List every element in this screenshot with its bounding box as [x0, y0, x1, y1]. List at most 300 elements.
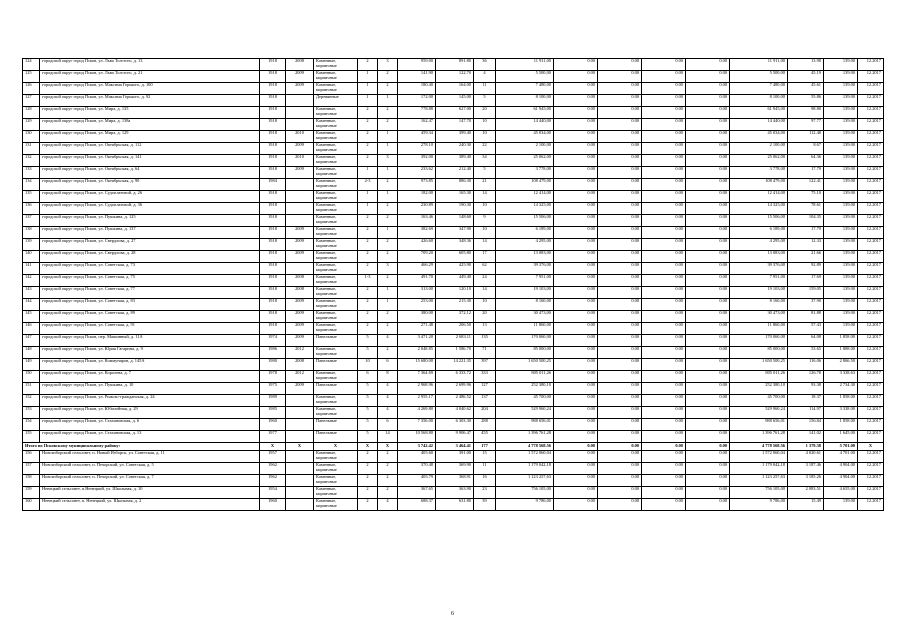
cell-entrances: 6: [378, 419, 398, 431]
cell-total-cost: 8 160,00: [496, 299, 554, 311]
cell-wall-material: Панельные: [314, 419, 358, 431]
cell-fund-cost: 0.00: [554, 203, 598, 215]
cell-other-cost: 39 376,00: [730, 263, 788, 275]
table-row: [23, 383, 884, 395]
cell-cost-per-sqm: 112.48: [788, 131, 824, 143]
cell-total-cost: 11 860,00: [496, 323, 554, 335]
cell-living-area: 627.00: [436, 107, 474, 119]
cell-cost-per-sqm: 64.36: [788, 155, 824, 167]
cell-address: городской округ город Псков, ул. Пушкина, д. 137: [40, 227, 260, 239]
cell-entrances: 1: [378, 143, 398, 155]
cell-limit-cost-per-sqm: 1 858.00: [824, 419, 858, 431]
cell-cost-per-sqm: 45.61: [788, 83, 824, 95]
cell-wall-material: Каменные, кирпичные: [314, 191, 358, 203]
cell-owners-cost: 0.00: [686, 475, 730, 487]
cell-residents: 17: [474, 251, 496, 263]
cell-fund-cost: 0.00: [554, 371, 598, 383]
cell-address: городской округ город Псков, пер. Машинный, д. 11А: [40, 335, 260, 347]
cell-fund-cost: 0.00: [554, 299, 598, 311]
cell-deadline: 12.2017: [858, 383, 884, 395]
cell-total-area: 233.62: [398, 167, 436, 179]
cell-deadline: 12.2017: [858, 227, 884, 239]
cell-floors: 1: [358, 83, 378, 95]
cell-limit-cost-per-sqm: 139.00: [824, 107, 858, 119]
cell-region-cost: 0.00: [598, 239, 642, 251]
cell-fund-cost: 0.00: [554, 95, 598, 107]
cell-municipal-cost: 0.00: [642, 407, 686, 419]
cell-total-area: 367.65: [398, 487, 436, 499]
cell-address: городской округ город Псков, ул. Свердлова, д. 27: [40, 239, 260, 251]
cell-living-area: 389.40: [436, 155, 474, 167]
cell-entrances: 2: [378, 251, 398, 263]
cell-wall-material: Каменные, кирпичные: [314, 119, 358, 131]
cell-fund-cost: 0.00: [554, 191, 598, 203]
cell-entrances: 2: [378, 203, 398, 215]
total-cell: 3 464.41: [436, 443, 474, 451]
cell-row-number: 126: [23, 83, 40, 95]
cell-owners-cost: 0.00: [686, 263, 730, 275]
cell-address: городской округ город Псков, ул. Октябрьская, д. 141: [40, 155, 260, 167]
total-cell: 3 742.42: [398, 443, 436, 451]
cell-wall-material: Каменные, кирпичные: [314, 203, 358, 215]
cell-entrances: 3: [378, 59, 398, 71]
cell-floors: 5: [358, 419, 378, 431]
total-cell: 0.00: [686, 443, 730, 451]
cell-row-number: 147: [23, 335, 40, 347]
cell-region-cost: 0.00: [598, 191, 642, 203]
cell-year-renovated: 2009: [286, 251, 314, 263]
cell-deadline: 12.2017: [858, 487, 884, 499]
cell-deadline: 12.2017: [858, 191, 884, 203]
cell-limit-cost-per-sqm: 139.00: [824, 251, 858, 263]
cell-fund-cost: 0.00: [554, 155, 598, 167]
cell-region-cost: 0.00: [598, 323, 642, 335]
cell-row-number: 130: [23, 131, 40, 143]
cell-entrances: 4: [378, 383, 398, 395]
cell-address: городской округ город Псков, ул. Юрия Гагарина, д. 9: [40, 347, 260, 359]
cell-limit-cost-per-sqm: 139.00: [824, 311, 858, 323]
cell-fund-cost: 0.00: [554, 131, 598, 143]
cell-year-built: 1918: [260, 119, 286, 131]
cell-floors: 1: [358, 203, 378, 215]
cell-other-cost: 25 062,00: [730, 155, 788, 167]
cell-residents: 36: [474, 59, 496, 71]
cell-year-renovated: 2009: [286, 311, 314, 323]
cell-region-cost: 0.00: [598, 227, 642, 239]
cell-total-cost: 61 945,00: [496, 107, 554, 119]
table-body: [23, 59, 884, 511]
cell-year-built: 1918: [260, 59, 286, 71]
cell-year-renovated: [286, 487, 314, 499]
cell-floors: 2: [358, 239, 378, 251]
cell-limit-cost-per-sqm: 3 338.00: [824, 407, 858, 419]
cell-living-area: 9 906.47: [436, 431, 474, 443]
cell-total-area: 141.90: [398, 71, 436, 83]
cell-year-renovated: 2009: [286, 227, 314, 239]
cell-residents: 24: [474, 275, 496, 287]
cell-region-cost: 0.00: [598, 203, 642, 215]
cell-owners-cost: 0.00: [686, 407, 730, 419]
cell-year-renovated: [286, 419, 314, 431]
cell-municipal-cost: 0.00: [642, 71, 686, 83]
cell-residents: 135: [474, 335, 496, 347]
cell-other-cost: 15 506,00: [730, 215, 788, 227]
table-row: [23, 215, 884, 227]
cell-limit-cost-per-sqm: 1 858.00: [824, 395, 858, 407]
cell-wall-material: Каменные, кирпичные: [314, 83, 358, 95]
cell-municipal-cost: 0.00: [642, 275, 686, 287]
cell-entrances: 14: [378, 431, 398, 443]
cell-cost-per-sqm: 17.79: [788, 227, 824, 239]
cell-floors: 2: [358, 463, 378, 475]
cell-limit-cost-per-sqm: 1 888.00: [824, 347, 858, 359]
cell-living-area: 886.30: [436, 179, 474, 191]
cell-region-cost: 0.00: [598, 119, 642, 131]
cell-deadline: 12.2017: [858, 119, 884, 131]
cell-floors: 5: [358, 407, 378, 419]
cell-total-cost: 6 189,00: [496, 227, 554, 239]
cell-fund-cost: 0.00: [554, 275, 598, 287]
cell-limit-cost-per-sqm: 139.00: [824, 119, 858, 131]
cell-region-cost: 0.00: [598, 215, 642, 227]
cell-residents: 455: [474, 431, 496, 443]
cell-owners-cost: 0.00: [686, 119, 730, 131]
cell-other-cost: 1 650 500,25: [730, 359, 788, 371]
cell-region-cost: 0.00: [598, 71, 642, 83]
cell-floors: 2: [358, 299, 378, 311]
cell-residents: 127: [474, 383, 496, 395]
cell-total-cost: 15 506,00: [496, 215, 554, 227]
cell-address: городской округ город Псков, ул. Рижско-гражданская, д. 24: [40, 395, 260, 407]
cell-floors: 1: [358, 95, 378, 107]
cell-total-area: 370.48: [398, 463, 436, 475]
cell-total-cost: 4 295,00: [496, 239, 554, 251]
cell-floors: 2: [358, 59, 378, 71]
cell-year-built: 1986: [260, 347, 286, 359]
cell-cost-per-sqm: 114.97: [788, 407, 824, 419]
cell-total-cost: 1 572 060,04: [496, 451, 554, 463]
cell-deadline: 12.2017: [858, 239, 884, 251]
cell-total-area: 230.89: [398, 203, 436, 215]
cell-year-built: 1989: [260, 395, 286, 407]
cell-address: городской округ город Псков, ул. Октябрьская, д. 64: [40, 167, 260, 179]
cell-cost-per-sqm: 81.88: [788, 311, 824, 323]
cell-year-built: 1918: [260, 95, 286, 107]
cell-living-area: 2 486.52: [436, 395, 474, 407]
cell-owners-cost: 0.00: [686, 335, 730, 347]
cell-residents: 16: [474, 475, 496, 487]
cell-other-cost: 529 960,24: [730, 407, 788, 419]
cell-year-renovated: [286, 263, 314, 275]
cell-deadline: 12.2017: [858, 323, 884, 335]
cell-other-cost: 7 951,00: [730, 275, 788, 287]
total-cell: 177: [474, 443, 496, 451]
cell-total-cost: 9 786,00: [496, 499, 554, 511]
cell-deadline: 12.2017: [858, 275, 884, 287]
cell-year-renovated: 2008: [286, 59, 314, 71]
cell-total-area: 180.40: [398, 83, 436, 95]
cell-municipal-cost: 0.00: [642, 227, 686, 239]
cell-owners-cost: 0.00: [686, 463, 730, 475]
cell-municipal-cost: 0.00: [642, 143, 686, 155]
cell-fund-cost: 0.00: [554, 287, 598, 299]
cell-living-area: 2 699.96: [436, 383, 474, 395]
cell-living-area: 2 683.11: [436, 335, 474, 347]
cell-municipal-cost: 0.00: [642, 215, 686, 227]
cell-living-area: 631.80: [436, 499, 474, 511]
cell-residents: 11: [474, 463, 496, 475]
total-cell: 0.00: [554, 443, 598, 451]
cell-other-cost: 1 179 042,18: [730, 463, 788, 475]
cell-living-area: 164.00: [436, 83, 474, 95]
cell-fund-cost: 0.00: [554, 451, 598, 463]
cell-total-area: 491.70: [398, 275, 436, 287]
cell-municipal-cost: 0.00: [642, 359, 686, 371]
total-cell: X: [378, 443, 398, 451]
cell-entrances: 2: [378, 275, 398, 287]
cell-region-cost: 0.00: [598, 167, 642, 179]
cell-row-number: 155: [23, 431, 40, 443]
cell-row-number: 160: [23, 499, 40, 511]
cell-address: городской округ город Псков, ул. Судоплатовой, д. 26: [40, 191, 260, 203]
table-row: [23, 371, 884, 383]
cell-limit-cost-per-sqm: 139.00: [824, 227, 858, 239]
cell-floors: 2-3: [358, 179, 378, 191]
cell-address: городской округ город Псков, ул. Королева, д. 7: [40, 371, 260, 383]
cell-row-number: 143: [23, 287, 40, 299]
cell-region-cost: 0.00: [598, 371, 642, 383]
cell-municipal-cost: 0.00: [642, 167, 686, 179]
cell-row-number: 154: [23, 419, 40, 431]
cell-row-number: 136: [23, 203, 40, 215]
cell-region-cost: 0.00: [598, 311, 642, 323]
cell-limit-cost-per-sqm: 139.00: [824, 323, 858, 335]
cell-owners-cost: 0.00: [686, 347, 730, 359]
cell-row-number: 144: [23, 299, 40, 311]
cell-row-number: 140: [23, 251, 40, 263]
cell-fund-cost: 0.00: [554, 335, 598, 347]
cell-row-number: 133: [23, 167, 40, 179]
cell-municipal-cost: 0.00: [642, 475, 686, 487]
cell-row-number: 131: [23, 143, 40, 155]
cell-residents: 397: [474, 359, 496, 371]
cell-other-cost: 1 572 060,04: [730, 451, 788, 463]
cell-row-number: 135: [23, 191, 40, 203]
cell-entrances: 1: [378, 287, 398, 299]
cell-municipal-cost: 0.00: [642, 419, 686, 431]
cell-entrances: 2: [378, 463, 398, 475]
cell-wall-material: Панельные: [314, 359, 358, 371]
table-row: [23, 347, 884, 359]
cell-fund-cost: 0.00: [554, 227, 598, 239]
cell-cost-per-sqm: 159.05: [788, 287, 824, 299]
cell-cost-per-sqm: 122.41: [788, 179, 824, 191]
cell-cost-per-sqm: 21.66: [788, 251, 824, 263]
table-row: [23, 251, 884, 263]
cell-region-cost: 0.00: [598, 475, 642, 487]
cell-address: городской округ город Псков, ул. Советская, д. 89: [40, 311, 260, 323]
cell-address: городской округ город Псков, ул. Коммунаров, д. 145А: [40, 359, 260, 371]
cell-cost-per-sqm: 126.78: [788, 371, 824, 383]
table-row: [23, 107, 884, 119]
total-cell: 5 701.00: [824, 443, 858, 451]
cell-owners-cost: 0.00: [686, 311, 730, 323]
cell-floors: 2: [358, 451, 378, 463]
cell-entrances: 2: [378, 119, 398, 131]
table-row: [23, 311, 884, 323]
cell-year-renovated: [286, 395, 314, 407]
cell-wall-material: Каменные, кирпичные: [314, 499, 358, 511]
cell-wall-material: Каменные, кирпичные: [314, 347, 358, 359]
cell-year-built: 1918: [260, 263, 286, 275]
cell-owners-cost: 0.00: [686, 371, 730, 383]
cell-year-built: 1918: [260, 215, 286, 227]
cell-floors: 1-3: [358, 275, 378, 287]
cell-address: городской округ город Псков, ул. Мира, д. 138а: [40, 119, 260, 131]
cell-cost-per-sqm: 104.35: [788, 215, 824, 227]
table-row: [23, 335, 884, 347]
cell-entrances: 2: [378, 215, 398, 227]
cell-residents: 21: [474, 179, 496, 191]
cell-municipal-cost: 0.00: [642, 431, 686, 443]
cell-row-number: 150: [23, 371, 40, 383]
cell-other-cost: 11 860,00: [730, 323, 788, 335]
cell-total-cost: 252 380,10: [496, 383, 554, 395]
cell-deadline: 12.2017: [858, 335, 884, 347]
cell-deadline: 12.2017: [858, 131, 884, 143]
cell-municipal-cost: 0.00: [642, 347, 686, 359]
cell-address: городской округ город Псков, ул. Советская, д. 83: [40, 299, 260, 311]
cell-total-area: 172.00: [398, 95, 436, 107]
total-cell: 4 778 568.56: [730, 443, 788, 451]
cell-limit-cost-per-sqm: 139.00: [824, 143, 858, 155]
cell-fund-cost: 0.00: [554, 107, 598, 119]
cell-wall-material: Деревянные: [314, 95, 358, 107]
cell-address: городской округ город Псков, ул. Свердлова, д. 28: [40, 251, 260, 263]
cell-year-built: 1918: [260, 167, 286, 179]
cell-other-cost: 12 414,00: [730, 191, 788, 203]
cell-region-cost: 0.00: [598, 95, 642, 107]
cell-row-number: 137: [23, 215, 40, 227]
table-row: [23, 451, 884, 463]
cell-row-number: 127: [23, 95, 40, 107]
cell-fund-cost: 0.00: [554, 395, 598, 407]
cell-other-cost: 13 083,00: [730, 251, 788, 263]
cell-limit-cost-per-sqm: 139.00: [824, 191, 858, 203]
cell-floors: 2: [358, 499, 378, 511]
cell-entrances: 2: [378, 71, 398, 83]
cell-limit-cost-per-sqm: 2 866.50: [824, 359, 858, 371]
cell-deadline: 12.2017: [858, 431, 884, 443]
cell-deadline: 12.2017: [858, 263, 884, 275]
cell-cost-per-sqm: 37.90: [788, 299, 824, 311]
cell-row-number: 159: [23, 487, 40, 499]
cell-limit-cost-per-sqm: 139.00: [824, 499, 858, 511]
cell-total-cost: 11 911,00: [496, 59, 554, 71]
cell-residents: 39: [474, 499, 496, 511]
cell-total-area: 380.00: [398, 311, 436, 323]
total-cell: 1 379.38: [788, 443, 824, 451]
cell-owners-cost: 0.00: [686, 83, 730, 95]
cell-entrances: 2: [378, 311, 398, 323]
cell-other-cost: 4 295,00: [730, 239, 788, 251]
cell-limit-cost-per-sqm: 139.00: [824, 95, 858, 107]
cell-year-renovated: [286, 107, 314, 119]
cell-other-cost: 1 123 257,63: [730, 475, 788, 487]
cell-address: городской округ город Псков, ул. Юбилейная, д. 29: [40, 407, 260, 419]
cell-address: Новоизборский сельсовет, п. Печорский, ул. Советская, д. 7: [40, 475, 260, 487]
cell-total-area: 2 968.96: [398, 383, 436, 395]
cell-living-area: 605.80: [436, 251, 474, 263]
cell-limit-cost-per-sqm: 2 734.30: [824, 383, 858, 395]
cell-limit-cost-per-sqm: 139.00: [824, 131, 858, 143]
cell-residents: 71: [474, 347, 496, 359]
cell-region-cost: 0.00: [598, 451, 642, 463]
cell-residents: 10: [474, 203, 496, 215]
cell-deadline: 12.2017: [858, 71, 884, 83]
cell-region-cost: 0.00: [598, 59, 642, 71]
cell-entrances: 4: [378, 335, 398, 347]
cell-wall-material: Каменные, кирпичные: [314, 263, 358, 275]
table-row: [23, 59, 884, 71]
cell-fund-cost: 0.00: [554, 323, 598, 335]
cell-floors: 5: [358, 383, 378, 395]
cell-other-cost: 170 060,00: [730, 335, 788, 347]
cell-municipal-cost: 0.00: [642, 179, 686, 191]
cell-residents: 5: [474, 95, 496, 107]
cell-address: городской округ город Псков, ул. Советская, д. 75: [40, 275, 260, 287]
cell-floors: 1: [358, 167, 378, 179]
cell-total-cost: 988 656,01: [496, 419, 554, 431]
cell-year-built: 1918: [260, 155, 286, 167]
cell-wall-material: Панельные: [314, 431, 358, 443]
cell-living-area: 120.10: [436, 287, 474, 299]
cell-cost-per-sqm: 18.37: [788, 395, 824, 407]
table-row: [23, 275, 884, 287]
cell-total-cost: 7 951,00: [496, 275, 554, 287]
cell-year-built: 1960: [260, 419, 286, 431]
cell-total-area: 271.48: [398, 323, 436, 335]
cell-limit-cost-per-sqm: 139.00: [824, 239, 858, 251]
cell-limit-cost-per-sqm: 4 655.00: [824, 487, 858, 499]
cell-owners-cost: 0.00: [686, 275, 730, 287]
cell-year-built: 1918: [260, 227, 286, 239]
cell-year-built: 1918: [260, 71, 286, 83]
cell-row-number: 141: [23, 263, 40, 275]
table-row: [23, 263, 884, 275]
cell-deadline: 12.2017: [858, 419, 884, 431]
cell-wall-material: Каменные, кирпичные: [314, 107, 358, 119]
cell-other-cost: 108 479,00: [730, 179, 788, 191]
cell-entrances: 1: [378, 299, 398, 311]
cell-living-area: 122.70: [436, 71, 474, 83]
cell-other-cost: 756 105,00: [730, 487, 788, 499]
cell-municipal-cost: 0.00: [642, 487, 686, 499]
cell-row-number: 142: [23, 275, 40, 287]
cell-cost-per-sqm: 98.80: [788, 107, 824, 119]
cell-residents: 4: [474, 71, 496, 83]
cell-address: городской округ город Псков, ул. Пушкина, д. 125: [40, 215, 260, 227]
cell-municipal-cost: 0.00: [642, 371, 686, 383]
cell-region-cost: 0.00: [598, 299, 642, 311]
cell-total-cost: 45 700,00: [496, 395, 554, 407]
cell-year-renovated: 2009: [286, 167, 314, 179]
cell-region-cost: 0.00: [598, 179, 642, 191]
cell-living-area: 147.70: [436, 119, 474, 131]
cell-limit-cost-per-sqm: 139.00: [824, 71, 858, 83]
cell-fund-cost: 0.00: [554, 263, 598, 275]
cell-other-cost: 2 100,00: [730, 143, 788, 155]
